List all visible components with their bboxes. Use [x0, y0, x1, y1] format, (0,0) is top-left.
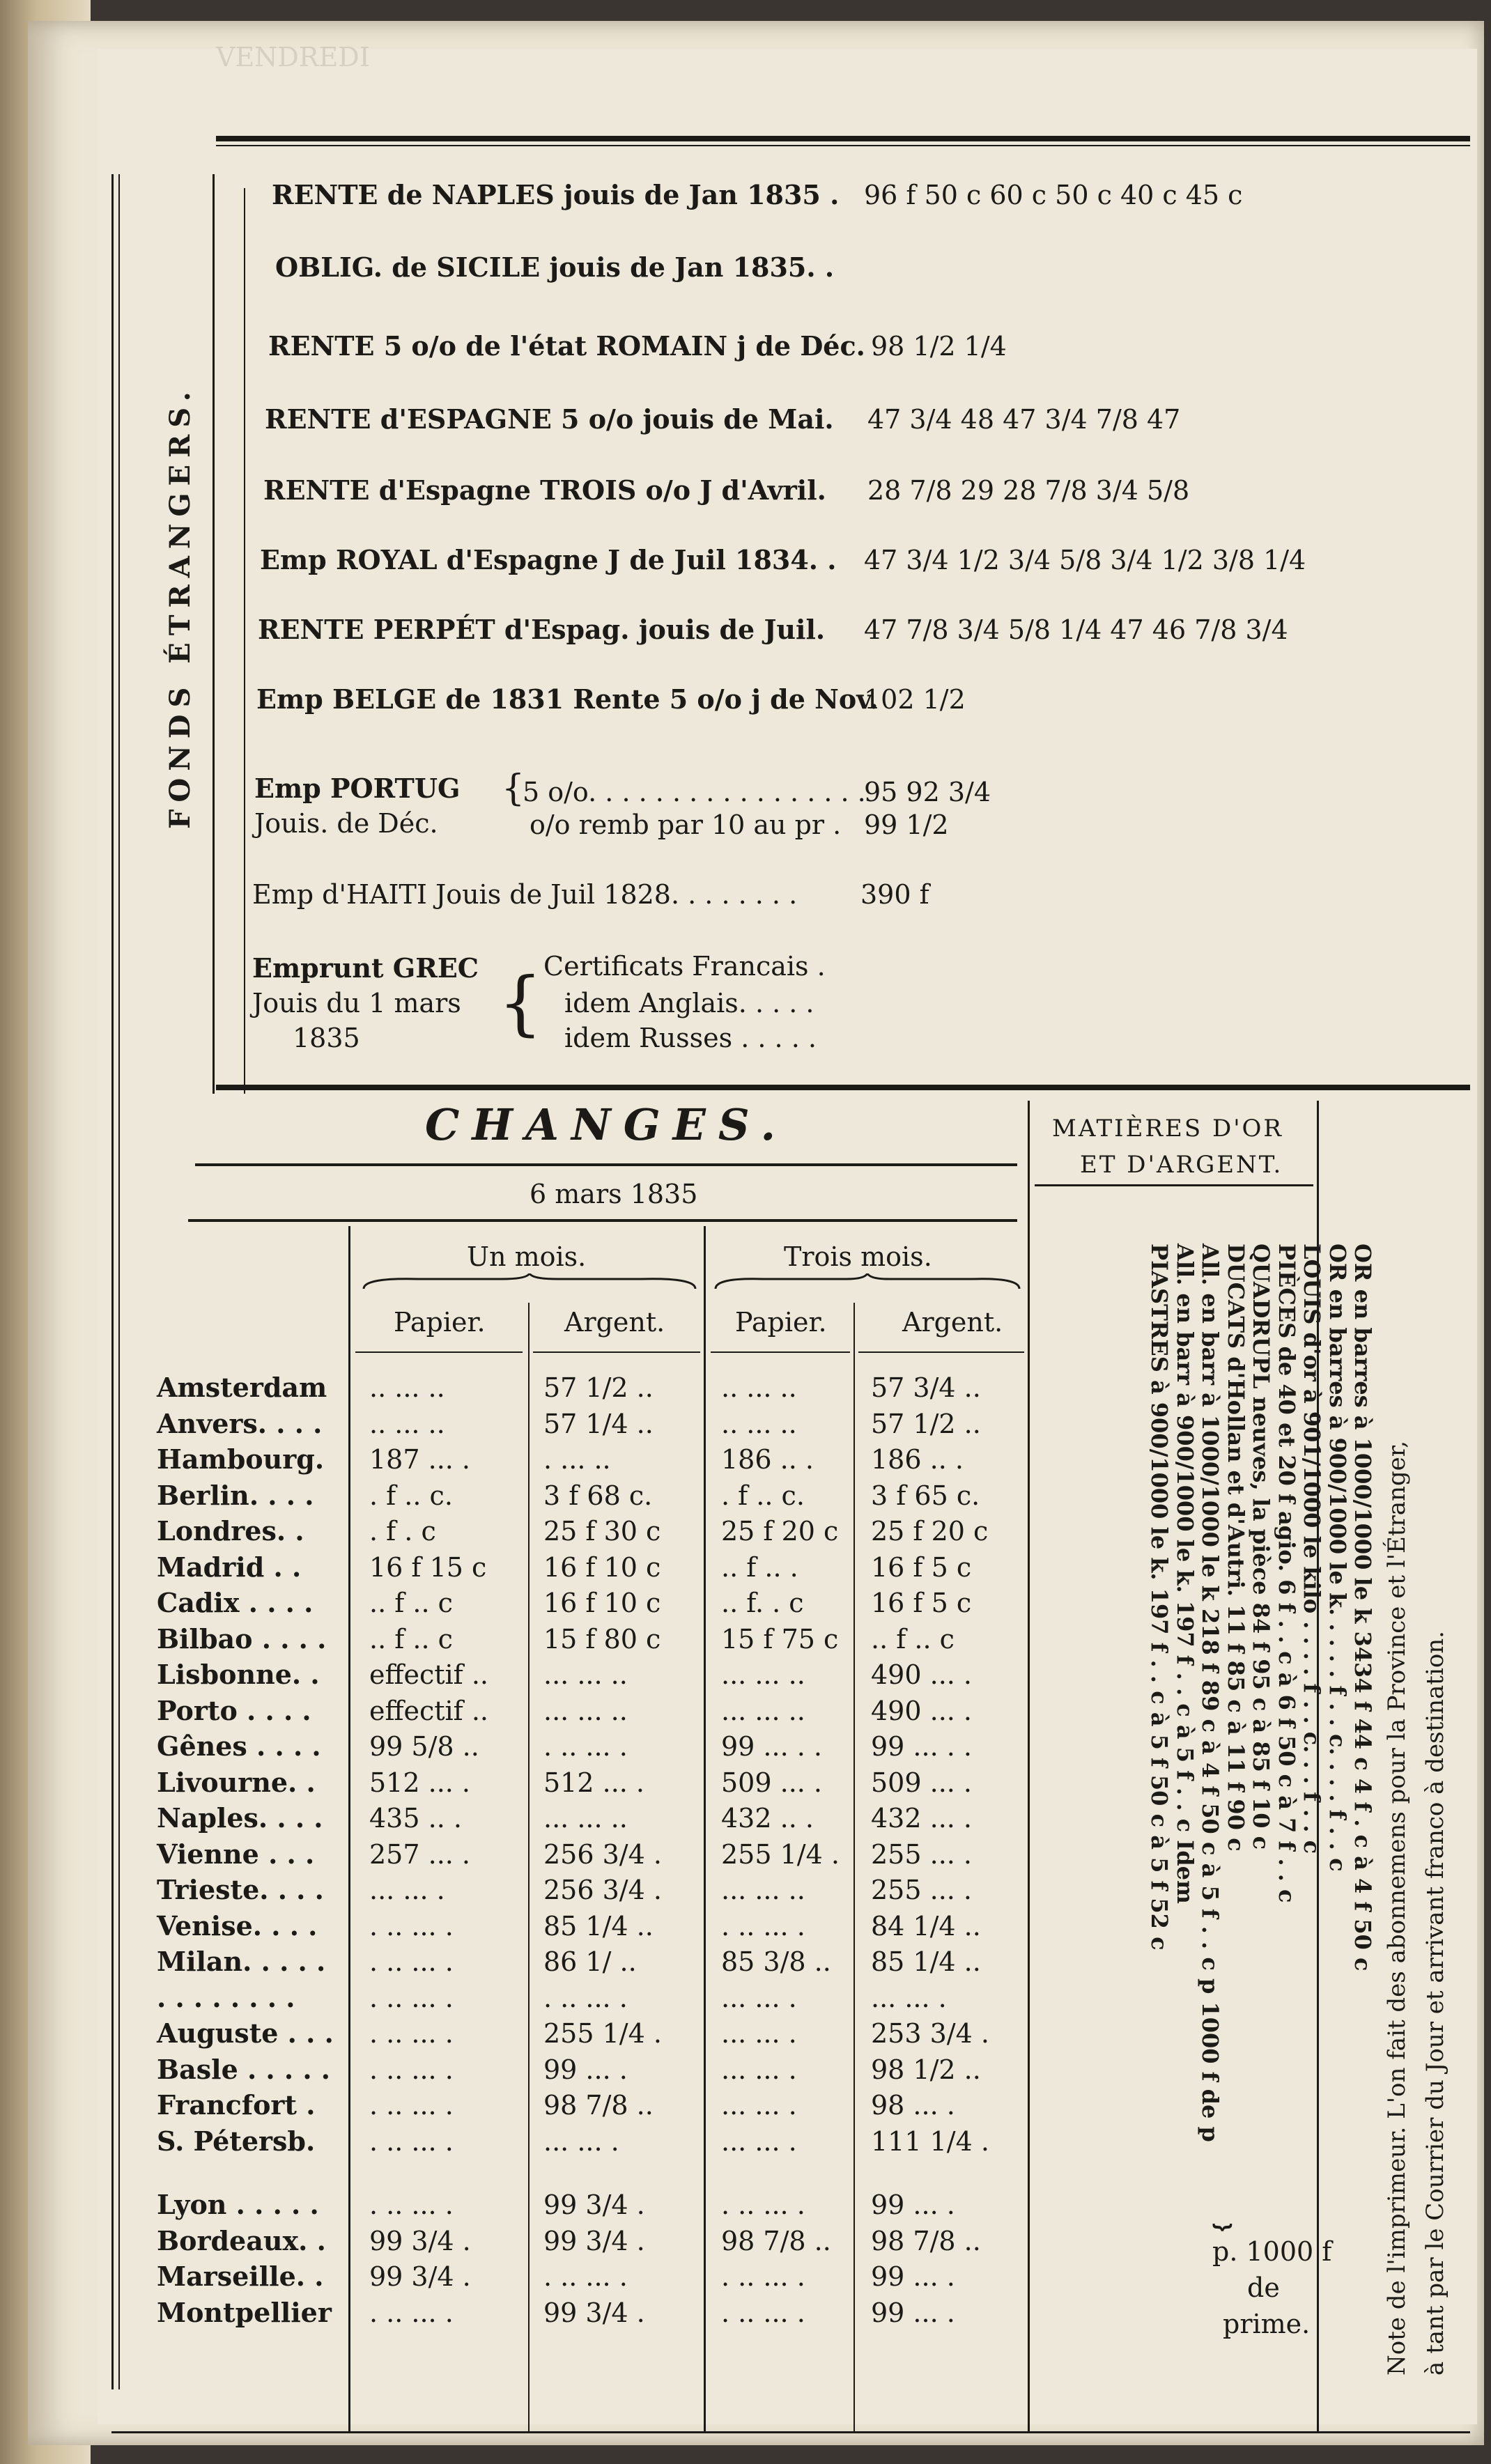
rate-cell: . f . c — [369, 1516, 436, 1547]
city-label: Livourne. . — [157, 1766, 316, 1798]
city-label: Francfort . — [157, 2089, 316, 2121]
fonds-row-name: Emp ROYAL d'Espagne J de Juil 1834. . — [260, 544, 837, 575]
rate-cell: ... ... . — [721, 2090, 797, 2121]
city-label: Milan. . . . . — [157, 1946, 326, 1977]
rate-cell: 256 3/4 . — [543, 1838, 662, 1870]
grec-year: 1835 — [293, 1023, 360, 1053]
rate-cell: 99 3/4 . — [369, 2261, 471, 2292]
rate-cell: effectif .. — [369, 1659, 488, 1690]
rate-cell: 256 3/4 . — [543, 1875, 662, 1905]
rate-cell: . .. ... . — [543, 1982, 628, 2013]
city-label: Madrid . . — [157, 1551, 302, 1583]
city-label: . . . . . . . . — [157, 1981, 295, 2013]
fonds-row-value: 98 1/2 1/4 — [871, 331, 1007, 362]
fonds-row-name: RENTE de NAPLES jouis de Jan 1835 . — [272, 179, 840, 210]
matieres-title: MATIÈRES D'OR — [1052, 1115, 1284, 1142]
changes-title: CHANGES. — [425, 1099, 789, 1150]
rate-cell: . .. ... . — [369, 1946, 454, 1977]
fonds-row-value: 28 7/8 29 28 7/8 3/4 5/8 — [867, 475, 1190, 506]
rate-cell: 255 1/4 . — [543, 2018, 662, 2049]
col-head-rule — [711, 1351, 850, 1353]
city-label: Lyon . . . . . — [157, 2189, 319, 2220]
rate-cell: .. ... .. — [369, 1372, 445, 1403]
city-label: Auguste . . . — [157, 2017, 334, 2049]
fonds-row-name: RENTE d'Espagne TROIS o/o J d'Avril. — [263, 474, 826, 506]
rate-cell: . ... .. — [543, 1444, 611, 1475]
city-label: Cadix . . . . — [157, 1587, 314, 1618]
top-rule — [216, 136, 1470, 141]
matieres-line: LOUIS d'or à 901/1000 le kilo . . . . f . . c. . . f . . c — [1299, 1243, 1325, 1854]
rate-cell: ... ... . — [543, 2125, 619, 2157]
rate-cell: 99 ... . . — [721, 1731, 822, 1762]
rate-cell: 16 f 15 c — [369, 1551, 487, 1583]
rate-cell: 255 ... . — [871, 1875, 973, 1905]
rate-cell: 99 ... . — [871, 2190, 955, 2220]
col-group-trois-mois: Trois mois. — [784, 1241, 932, 1272]
rate-cell: . .. ... . — [721, 2297, 805, 2328]
rate-cell: 16 f 5 c — [871, 1551, 972, 1583]
rate-cell: 490 ... . — [871, 1659, 973, 1690]
bottom-rule — [111, 2431, 1470, 2433]
portug-line2: o/o remb par 10 au pr . — [530, 809, 842, 840]
rate-cell: 16 f 10 c — [543, 1588, 661, 1618]
rate-cell: . .. ... . — [543, 1731, 628, 1762]
rate-cell: . .. ... . — [721, 2190, 805, 2220]
rate-cell: ... ... .. — [721, 1659, 805, 1690]
rate-cell: . .. ... . — [721, 2261, 805, 2292]
fonds-left-rule — [213, 174, 215, 1094]
rate-cell: . .. ... . — [369, 2125, 454, 2157]
matieres-footer: prime. — [1223, 2309, 1311, 2339]
rate-cell: 99 5/8 .. — [369, 1731, 479, 1762]
rate-cell: 432 ... . — [871, 1803, 973, 1834]
matieres-line: PIÈCES de 40 et 20 f agio. 6 f . . c à 6 f 50 c à 7 f . . c — [1273, 1243, 1300, 1903]
rate-cell: 57 1/2 .. — [543, 1372, 654, 1403]
col-group-un-mois: Un mois. — [467, 1241, 587, 1272]
grec-item: idem Russes . . . . . — [564, 1023, 817, 1053]
changes-rule — [195, 1163, 1017, 1166]
col-rule — [528, 1303, 530, 2431]
rate-cell: ... ... . — [721, 2018, 797, 2049]
rate-cell: ... ... .. — [543, 1659, 628, 1690]
rate-cell: 85 1/4 .. — [543, 1910, 654, 1942]
rate-cell: ... ... . — [721, 2125, 797, 2157]
rate-cell: 98 ... . — [871, 2090, 955, 2121]
city-label: Basle . . . . . — [157, 2053, 331, 2085]
rate-cell: . f .. c. — [369, 1480, 453, 1511]
fonds-inner-rule — [244, 188, 245, 1094]
frame-left-inner — [118, 174, 120, 2389]
col-head-rule — [858, 1351, 1024, 1353]
rate-cell: 186 .. . — [871, 1444, 964, 1475]
rate-cell: . .. ... . — [369, 2090, 454, 2121]
side-note-line1: Note de l'imprimeur. L'on fait des abonnemens pour la Province et l'Étranger, — [1383, 1440, 1411, 2376]
rate-cell: .. ... .. — [721, 1408, 797, 1439]
portug-jouis: Jouis. de Déc. — [254, 808, 438, 839]
city-label: Amsterdam — [157, 1372, 327, 1403]
grec-brace: { — [498, 962, 543, 1044]
fonds-row-name: Emp BELGE de 1831 Rente 5 o/o j de Nov. — [256, 683, 879, 715]
rate-cell: ... ... . — [721, 2054, 797, 2085]
matieres-line: PIASTRES à 900/1000 le k. 197 f . . c à 5 f 50 c à 5 f 52 c — [1146, 1243, 1173, 1951]
rate-cell: 253 3/4 . — [871, 2018, 989, 2049]
fonds-etrangers-label: FONDS ÉTRANGERS. — [164, 385, 196, 829]
rate-cell: 85 3/8 .. — [721, 1946, 831, 1977]
brace-trois-mois — [714, 1273, 1021, 1292]
fonds-row-value: 96 f 50 c 60 c 50 c 40 c 45 c — [864, 180, 1243, 210]
grec-item: Certificats Francais . — [543, 951, 826, 982]
matieres-rule — [1035, 1184, 1313, 1186]
city-label: Vienne . . . — [157, 1838, 315, 1870]
rate-cell: 57 1/2 .. — [871, 1408, 981, 1439]
changes-rule — [188, 1219, 1017, 1222]
rate-cell: 15 f 75 c — [721, 1623, 839, 1655]
city-label: Bilbao . . . . — [157, 1622, 327, 1655]
rate-cell: . .. ... . — [369, 2018, 454, 2049]
rate-cell: . .. ... . — [543, 2261, 628, 2292]
col-head: Argent. — [902, 1307, 1003, 1338]
rate-cell: 3 f 68 c. — [543, 1480, 653, 1511]
fonds-row-value: 47 3/4 1/2 3/4 5/8 3/4 1/2 3/8 1/4 — [864, 545, 1306, 575]
rate-cell: 57 3/4 .. — [871, 1372, 981, 1403]
city-label: Porto . . . . — [157, 1694, 311, 1726]
rate-cell: . .. ... . — [369, 2190, 454, 2220]
rate-cell: 16 f 5 c — [871, 1588, 972, 1618]
matieres-line: All. en barr à 900/1000 le k. 197 f . . c à 5 f . . c Idem — [1171, 1243, 1198, 1904]
fonds-row-value: 47 3/4 48 47 3/4 7/8 47 — [867, 404, 1181, 435]
running-head: VENDREDI — [216, 42, 370, 72]
rate-cell: 15 f 80 c — [543, 1623, 661, 1655]
portug-brace: { — [502, 768, 525, 809]
sheet — [98, 42, 1477, 2424]
city-label: Naples. . . . — [157, 1802, 323, 1834]
rate-cell: ... ... .. — [721, 1695, 805, 1726]
side-note-line2: à tant par le Courrier du Jour et arrivant franco à destination. — [1421, 1631, 1449, 2376]
rate-cell: 25 f 30 c — [543, 1516, 661, 1547]
col-head-rule — [355, 1351, 523, 1353]
top-rule-thin — [216, 145, 1470, 146]
matieres-line: QUADRUPL neuves, la pièce 84 f 95 c à 85 f 10 c — [1248, 1243, 1274, 1850]
rate-cell: 98 1/2 .. — [871, 2054, 981, 2085]
rate-cell: 435 .. . — [369, 1803, 462, 1834]
haiti-name: Emp d'HAITI Jouis de Juil 1828. . . . . . . . — [252, 879, 798, 910]
col-rule — [348, 1226, 350, 2431]
col-rule — [704, 1226, 706, 2431]
rate-cell: 255 ... . — [871, 1838, 973, 1870]
city-label: Marseille. . — [157, 2261, 324, 2292]
rate-cell: 255 1/4 . — [721, 1838, 840, 1870]
col-rule — [1028, 1101, 1030, 2431]
rate-cell: .. f .. c — [369, 1588, 453, 1618]
rate-cell: 85 1/4 .. — [871, 1946, 981, 1977]
city-label: Venise. . . . — [157, 1909, 318, 1942]
col-head: Papier. — [394, 1307, 486, 1338]
rate-cell: 99 ... . — [543, 2054, 628, 2085]
rate-cell: ... ... . — [721, 1982, 797, 2013]
city-label: Bordeaux. . — [157, 2224, 326, 2256]
rate-cell: . f .. c. — [721, 1480, 805, 1511]
col-head-rule — [533, 1351, 700, 1353]
rate-cell: 25 f 20 c — [871, 1516, 989, 1547]
fonds-row-name: RENTE d'ESPAGNE 5 o/o jouis de Mai. — [265, 403, 834, 435]
frame-left-outer — [111, 174, 114, 2389]
portug-value1: 95 92 3/4 — [864, 777, 991, 807]
rate-cell: effectif .. — [369, 1695, 488, 1726]
city-label: Gênes . . . . — [157, 1730, 321, 1762]
rate-cell: 86 1/ .. — [543, 1946, 637, 1977]
grec-label: Emprunt GREC — [252, 952, 479, 984]
fonds-row-value: 47 7/8 3/4 5/8 1/4 47 46 7/8 3/4 — [864, 614, 1288, 645]
city-label: Berlin. . . . — [157, 1479, 314, 1511]
rate-cell: .. ... .. — [369, 1408, 445, 1439]
rate-cell: .. f .. . — [721, 1551, 798, 1583]
col-rule — [853, 1303, 855, 2431]
rate-cell: 84 1/4 .. — [871, 1910, 981, 1942]
col-head: Argent. — [564, 1307, 665, 1338]
rate-cell: 99 ... . — [871, 2261, 955, 2292]
rate-cell: 509 ... . — [721, 1767, 823, 1798]
rate-cell: .. f. . c — [721, 1588, 804, 1618]
rate-cell: .. f .. c — [369, 1623, 453, 1655]
haiti-value: 390 f — [860, 879, 929, 910]
rate-cell: 99 3/4 . — [369, 2225, 471, 2256]
rate-cell: 98 7/8 .. — [871, 2225, 981, 2256]
rate-cell: . .. ... . — [369, 2297, 454, 2328]
rate-cell: ... ... . — [369, 1875, 445, 1905]
rate-cell: ... ... .. — [543, 1695, 628, 1726]
rate-cell: 186 .. . — [721, 1444, 814, 1475]
matieres-title: ET D'ARGENT. — [1080, 1151, 1283, 1179]
fonds-row-name: RENTE PERPÉT d'Espag. jouis de Juil. — [258, 614, 826, 645]
rate-cell: ... ... . — [871, 1982, 947, 2013]
fonds-row-name: OBLIG. de SICILE jouis de Jan 1835. . — [275, 251, 835, 283]
rate-cell: 99 ... . — [871, 2297, 955, 2328]
city-label: Londres. . — [157, 1515, 304, 1547]
rate-cell: . .. ... . — [721, 1910, 805, 1942]
rate-cell: 512 ... . — [369, 1767, 471, 1798]
rate-cell: 509 ... . — [871, 1767, 973, 1798]
rate-cell: 3 f 65 c. — [871, 1480, 980, 1511]
rate-cell: ... ... .. — [543, 1803, 628, 1834]
rate-cell: 187 ... . — [369, 1444, 471, 1475]
rate-cell: .. ... .. — [721, 1372, 797, 1403]
grec-item: idem Anglais. . . . . — [564, 988, 814, 1018]
fonds-row-value: 102 1/2 — [864, 684, 966, 715]
rate-cell: 111 1/4 . — [871, 2125, 989, 2157]
col-head: Papier. — [735, 1307, 827, 1338]
matieres-footer: de — [1247, 2272, 1280, 2303]
changes-date: 6 mars 1835 — [530, 1179, 698, 1209]
matieres-footer: p. 1000 f — [1212, 2236, 1332, 2267]
portug-label: Emp PORTUG — [254, 773, 461, 804]
portug-line1: 5 o/o. . . . . . . . . . . . . . . . . — [523, 777, 866, 807]
rate-cell: 98 7/8 .. — [543, 2090, 654, 2121]
rate-cell: 99 3/4 . — [543, 2190, 645, 2220]
rate-cell: 25 f 20 c — [721, 1516, 839, 1547]
brace-un-mois — [362, 1273, 697, 1292]
rate-cell: 99 3/4 . — [543, 2297, 645, 2328]
rate-cell: ... ... .. — [721, 1875, 805, 1905]
matieres-line: OR en barres à 1000/1000 le k 3434 f 44 c 4 f . c à 4 f 50 c — [1350, 1243, 1376, 1971]
rate-cell: .. f .. c — [871, 1623, 955, 1655]
city-label: S. Pétersb. — [157, 2125, 316, 2157]
portug-value2: 99 1/2 — [864, 809, 949, 840]
matieres-brace: ⏟ — [1212, 2190, 1233, 2229]
city-label: Hambourg. — [157, 1443, 325, 1475]
matieres-line: OR en barres à 900/1000 le k. . . . . f . . c. . . . f . . c — [1324, 1243, 1351, 1872]
fonds-row-name: RENTE 5 o/o de l'état ROMAIN j de Déc. — [268, 330, 865, 362]
rate-cell: 16 f 10 c — [543, 1551, 661, 1583]
rate-cell: 490 ... . — [871, 1695, 973, 1726]
city-label: Montpellier — [157, 2296, 332, 2328]
section-rule — [216, 1085, 1470, 1090]
matieres-line: All. en barr à 1000/1000 le k 218 f 89 c à 4 f 50 c à 5 f . . c p 1000 f de p — [1197, 1243, 1223, 2142]
city-label: Trieste. . . . — [157, 1874, 324, 1905]
rate-cell: . .. ... . — [369, 1982, 454, 2013]
rate-cell: 99 3/4 . — [543, 2225, 645, 2256]
rate-cell: . .. ... . — [369, 1910, 454, 1942]
rate-cell: 99 ... . . — [871, 1731, 972, 1762]
rate-cell: . .. ... . — [369, 2054, 454, 2085]
city-label: Lisbonne. . — [157, 1659, 320, 1690]
city-label: Anvers. . . . — [157, 1407, 323, 1439]
rate-cell: 432 .. . — [721, 1803, 814, 1834]
matieres-line: DUCATS d'Hollan et d'Autri. 11 f 85 c à 11 f 90 c — [1222, 1243, 1249, 1852]
rate-cell: 57 1/4 .. — [543, 1408, 654, 1439]
rate-cell: 257 ... . — [369, 1838, 471, 1870]
rate-cell: 512 ... . — [543, 1767, 645, 1798]
grec-jouis: Jouis du 1 mars — [252, 988, 461, 1018]
rate-cell: 98 7/8 .. — [721, 2225, 831, 2256]
